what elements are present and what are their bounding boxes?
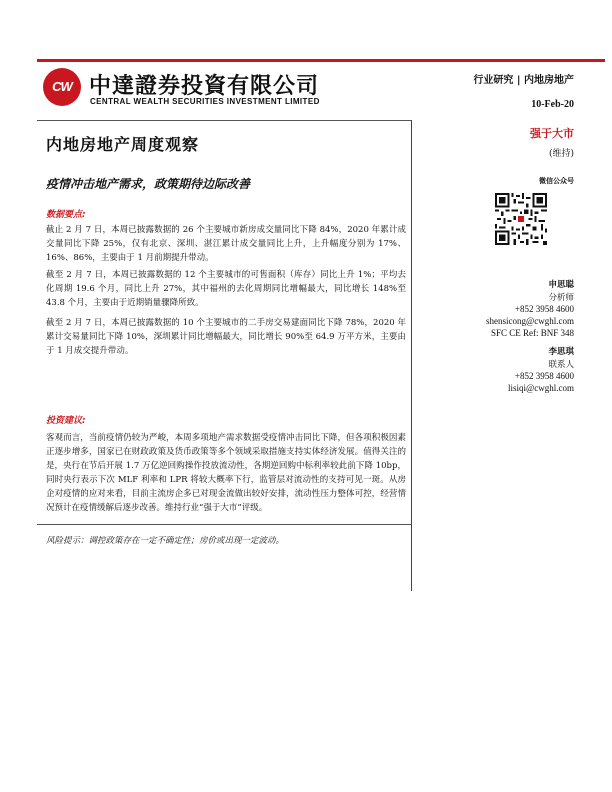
- contact-person: [508, 346, 574, 394]
- advice-paragraph: 客观而言，当前疫情仍较为严峻，本周多项地产需求数据受疫情冲击同比下降，但各项积极因素正逐步增多，国家已在财政政策及货币政策等多个领域采取措施支持实体经济发展。值得关注的是，央行在节后开展 1.7 万亿逆回购操作投放流动性，各期逆回购中标利率较此前下降 10bp，同时央行表示下次 MLF 利率和 LPR 将较大概率下行，监管层对流动性的支持可见一斑。从房企对疫情的应对来看，目前主流房企多已对现金流做出较好安排，流动性压力整体可控，经营情况预计在疫情缓解后逐步改善。维持行业“强于大市”评级。: [46, 433, 406, 513]
- header-rule: [37, 59, 605, 62]
- title-divider: [37, 120, 411, 121]
- analyst-cert: SFC CE Ref: BNF 348: [490, 328, 574, 338]
- company-logo: [43, 68, 81, 106]
- report-date: 10-Feb-20: [531, 99, 574, 110]
- analyst-phone: +852 3958 4600: [514, 304, 574, 314]
- data-point-paragraph: 截止 2 月 7 日，本周已披露数据的 26 个主要城市新房成交量同比下降 84%，2020 年累计成交量同比下降 25%，仅有北京、深圳、湛江累计成交量同比上升，上升幅度分别为 17%、16%、86%，主要由于 1 月前期提升带动。: [46, 225, 406, 263]
- analyst-role: 分析师: [548, 292, 574, 302]
- company-name-cn: 中達證券投資有限公司: [89, 74, 320, 99]
- risk-divider: [37, 524, 411, 525]
- contact-name: 李思琪: [548, 347, 574, 357]
- rating-label: 强于大市: [530, 127, 574, 140]
- wechat-qr-code-icon: [494, 192, 546, 244]
- wechat-label: 微信公众号: [539, 177, 574, 185]
- analyst-email[interactable]: shensicong@cwghl.com: [485, 316, 574, 326]
- logo-text: CW: [52, 79, 72, 94]
- contact-email[interactable]: lisiqi@cwghl.com: [507, 383, 574, 393]
- report-type: 行业研究 | 内地房地产: [473, 75, 574, 86]
- contact-phone: +852 3958 4600: [514, 371, 574, 381]
- column-divider: [411, 120, 412, 591]
- risk-note: 风险提示：调控政策存在一定不确定性；房价或出现一定波动。: [46, 536, 285, 546]
- data-point-paragraph: 截至 2 月 7 日，本周已披露数据的 12 个主要城市的可售面积（库存）同比上升 1%；平均去化周期 19.6 个月，同比上升 27%，其中福州的去化周期同比增幅最大，同比增长 148%至 43.8 个月，主要由于近期销量骤降所致。: [46, 270, 406, 308]
- data-point-paragraph: 截至 2 月 7 日，本周已披露数据的 10 个主要城市的二手房交易建面同比下降 78%，2020 年累计交易量同比下降 10%，深圳累计同比增幅最大，同比增长 90%至 64.9 万平方米，主要由于 1 月成交提升带动。: [46, 318, 406, 356]
- analyst-name: 申思聪: [548, 280, 574, 290]
- report-title: 内地房地产周度观察: [46, 135, 200, 154]
- company-name-en: CENTRAL WEALTH SECURITIES INVESTMENT LIMITED: [90, 97, 320, 106]
- data-points-heading: 数据要点:: [46, 210, 86, 220]
- report-subtitle: 疫情冲击地产需求，政策期待边际改善: [46, 177, 251, 191]
- analyst-contact: [486, 279, 574, 339]
- rating-note: (维持): [548, 149, 574, 159]
- advice-heading: 投资建议:: [46, 416, 86, 426]
- contact-role: 联系人: [548, 359, 574, 369]
